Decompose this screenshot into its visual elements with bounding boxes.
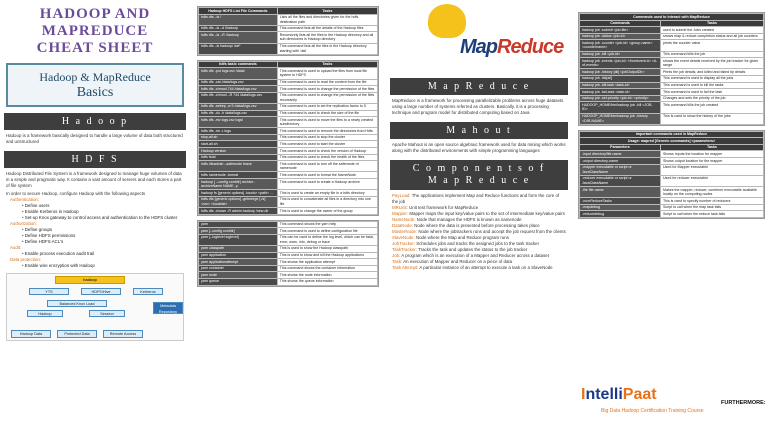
table-row	[580, 51, 764, 58]
task-cell: This is used to show and kill the Hadoop applications	[277, 252, 377, 259]
hdfs-text-2: In order to secure Hadoop, configure Hadoop with the following aspects	[6, 191, 146, 196]
task-cell: This command is used to fail the task	[660, 89, 763, 96]
table-header-row	[580, 144, 764, 151]
component-term: Job:	[392, 253, 401, 258]
component-desc: Tracks the task and updates the status to the job tracker	[418, 247, 528, 252]
column-header: Tasks	[277, 8, 377, 15]
component-term: SlaveNode:	[392, 235, 415, 240]
component-term: Mapper:	[392, 211, 409, 216]
component-term: JobTracker:	[392, 241, 416, 246]
task-cell: Used for reducer executable	[660, 175, 763, 186]
table-row	[199, 103, 378, 110]
command-cell: hadoop fs [generic options] -touchz <path> ...	[199, 190, 278, 197]
task-cell: This command is used to change the permission of the files recursively	[277, 92, 377, 103]
table-row	[199, 272, 378, 279]
task-cell: Recursively lists all the files in the Hadoop directory and all sub directories in Hadoop directory	[277, 32, 377, 43]
task-cell: This is used to show the Hadoop classpath	[277, 245, 377, 252]
task-cell: This command is used to change the permission of the files	[277, 86, 377, 93]
command-cell: Hadoop version	[199, 148, 278, 155]
task-cell: This is used to show the history of the jobs	[660, 113, 763, 124]
components-list	[386, 193, 572, 271]
command-cell: hdfs dfs -setrep -w 5 /data/logs.csv	[199, 103, 278, 110]
usage-text: Usage: mapred [Generic commands] <parameters>	[580, 138, 764, 145]
component-term: NameNode:	[392, 217, 416, 222]
command-cell: yarn [--config confdir]	[199, 228, 278, 235]
task-cell: This command is used to stop the cluster	[277, 134, 377, 141]
table-row	[199, 265, 378, 272]
command-cell: yarn classpath	[199, 245, 278, 252]
diagram-brand: hadoop	[55, 276, 125, 284]
task-cell: This command kills the job created	[660, 102, 763, 113]
component-term: TaskTracker:	[392, 247, 417, 252]
table-row	[580, 175, 764, 186]
table-row	[580, 89, 764, 96]
subtitle-line-1: Hadoop & MapReduce	[39, 70, 151, 84]
task-cell: used to submit the Jobs created	[660, 27, 763, 34]
table-row	[199, 25, 378, 32]
diagram-box: Session	[89, 310, 125, 317]
command-cell: hadoop job -fail-task <task-id>	[580, 89, 661, 96]
task-cell: This is used to create an empty file in a hdfs directory	[277, 190, 377, 197]
table-row	[580, 95, 764, 102]
table-row	[199, 278, 378, 285]
mahout-text: Apache Mahout is an open source algebraic framework used for data mining which works along with the distributed environments with simple programming languages	[392, 142, 566, 153]
table-row	[199, 245, 378, 252]
table-row	[199, 172, 378, 179]
list-item: • Define HDFS permissions	[10, 233, 190, 239]
component-desc: A program which is an execution of a Mapper and Reducer across a dataset	[401, 253, 549, 258]
mapreduce-logo: MapReduce	[386, 0, 572, 72]
hdfs-text-1: Hadoop Distributed File System is a framework designed to manage huge volumes of data in a simple and pragmatic way. It contains a vast amount of servers and each stores a part of file system	[6, 171, 182, 188]
command-cell: hdfs dfs –ls –d /hadoop	[199, 25, 278, 32]
task-cell: This is used to change the owner of the group	[277, 208, 377, 215]
command-cell: yarn queue	[199, 278, 278, 285]
elephant-icon	[428, 4, 466, 38]
component-desc: An execution of Mapper and Reducer on a piece of data	[403, 259, 513, 264]
component-desc: Unit test framework for MapReduce	[409, 205, 479, 210]
table-row	[580, 58, 764, 69]
table-row	[199, 92, 378, 103]
hadoop-text: Hadoop is a framework basically designed to handle a large volume of data both structured and unstructured	[6, 133, 183, 144]
table-row	[580, 151, 764, 158]
parameter-cell: -reducedebug	[580, 211, 661, 218]
list-item: Authentication:	[10, 197, 40, 202]
command-cell: hadoop job -list[all]	[580, 75, 661, 82]
command-cell: hdfs namenode -format	[199, 172, 278, 179]
task-cell: This command kills the job	[660, 51, 763, 58]
table-row	[199, 190, 378, 197]
column-header: Tasks	[660, 20, 763, 27]
command-cell: yarn	[199, 221, 278, 228]
task-cell: Shows Inputs the location for mapper	[660, 151, 763, 158]
command-cell: hdfs dfs –ls hadoop/ dat*	[199, 43, 278, 54]
column-header: hdfs basic commands	[199, 61, 278, 68]
task-cell: This command is used to check the version of Hadoop	[277, 148, 377, 155]
table-row	[580, 102, 764, 113]
task-cell: This command is used to set the replication factor to 5	[277, 103, 377, 110]
table-row	[580, 40, 764, 51]
hdfs-heading: H D F S	[4, 151, 186, 168]
table-row	[199, 117, 378, 128]
component-desc: Node where the data is presented before processing takes place	[414, 223, 540, 228]
column-header: Parameters	[580, 144, 661, 151]
command-cell: HADOOP_HOME/bin/hadoop job -history <DIR-NAME>	[580, 113, 661, 124]
task-cell: Changes and sets the priority of the job	[660, 95, 763, 102]
command-cell: hdfs dfs -rm -r logs	[199, 128, 278, 135]
table-row	[199, 161, 378, 172]
task-cell: Shows output location for the mapper	[660, 158, 763, 165]
diagram-box: Balanced Knox Load	[47, 300, 107, 307]
task-cell: Script to call when the reduce task fails	[660, 211, 763, 218]
table-row	[199, 32, 378, 43]
parameter-cell: -output directory-name	[580, 158, 661, 165]
command-cell: hdfs dfs -cat /data/logs.csv	[199, 79, 278, 86]
diagram-box: Hadoop	[27, 310, 63, 317]
list-item: Authorization:	[10, 221, 37, 226]
table-header-row	[580, 20, 764, 27]
mapreduce-text: MapReduce is a framework for processing parallelizable problems across huge datasets using a large number of systems referred as clusters. Basically, it is a processing technique and program model for distributed computing based on Java	[392, 98, 564, 115]
task-cell: Makes the mapper, reducer, combiner executable available locally on the computing nodes	[660, 187, 763, 198]
table-row	[199, 79, 378, 86]
table-row	[199, 14, 378, 25]
table-row	[199, 134, 378, 141]
list-item: • Enable process execution audit trail	[10, 251, 190, 257]
table-row	[580, 113, 764, 124]
column-header: Tasks	[277, 61, 377, 68]
hadoop-diagram	[6, 273, 184, 341]
hdfs-list-commands-table	[197, 6, 379, 56]
list-item: • Define HDFS ACL's	[10, 239, 190, 245]
list-item: • Define users	[10, 203, 190, 209]
command-cell: hdfs fsck/	[199, 154, 278, 161]
table-header-row	[199, 61, 378, 68]
table-row	[199, 141, 378, 148]
table-title: Commands used to interact with MapReduce	[580, 14, 764, 21]
task-cell: This is used to concatenate all files in a directory into one file	[277, 196, 377, 207]
task-cell: This command is used to check the health of the files	[277, 154, 377, 161]
command-cell: hdfs dfsadmin –safemode leave	[199, 161, 278, 172]
task-cell: This command is used to create a Hadoop archive	[277, 179, 377, 190]
task-cell: This command shows the container information	[277, 265, 377, 272]
list-item: • Enable Kerberos in Hadoop	[10, 209, 190, 215]
diagram-box: Metadata Repository	[153, 302, 183, 314]
table-row	[580, 164, 764, 175]
table-row	[199, 110, 378, 117]
component-item	[386, 265, 572, 271]
table-row	[580, 33, 764, 40]
command-cell: HADOOP_HOME/bin/hadoop job -kill <JOB-ID>	[580, 102, 661, 113]
task-cell: Lists all the files and directories given for the hdfs destination path	[277, 14, 377, 25]
command-cell: yarn container	[199, 265, 278, 272]
command-cell: hdfs dfs –ls /	[199, 14, 278, 25]
table-row	[199, 234, 378, 245]
intellipaat-logo: IntelliPaat Big Data Hadoop Certification Training Course FURTHERMORE:	[581, 386, 768, 428]
table-row	[199, 154, 378, 161]
component-desc: Node where the jobtrackers runs and accept the job request from the clients	[418, 229, 566, 234]
list-item: • Enable wire encryption with Hadoop	[10, 263, 190, 269]
interact-commands-table	[578, 12, 765, 126]
command-cell: yarn application	[199, 252, 278, 259]
list-item: • Set-up Knox gateway to control access and authentication to the HDFS cluster	[10, 215, 190, 221]
command-cell: yarn [--loglevel loglevel]	[199, 234, 278, 245]
table-row	[199, 196, 378, 207]
task-cell: This command is used to remove the directories from Hdfs	[277, 128, 377, 135]
column-header: Hadoop HDFS List File Commands	[199, 8, 278, 15]
command-cell: hadoop job -submit <job-file>	[580, 27, 661, 34]
parameter-cell: -mapper executable or script or JavaClassName	[580, 164, 661, 175]
task-cell: Used for Mapper executable	[660, 164, 763, 175]
command-cell: hdfs dfs -chmod –R 744 /data/logs.csv	[199, 92, 278, 103]
hdfs-security-list	[0, 197, 190, 269]
command-cell: hadoop [ --config confdir] archive -archiveName NAME -p	[199, 179, 278, 190]
table-title: Important commands used in MapReduce	[580, 131, 764, 138]
table-row	[199, 148, 378, 155]
table-header-row	[199, 8, 378, 15]
table-row	[580, 82, 764, 89]
table-row	[199, 179, 378, 190]
yarn-commands-table	[197, 220, 379, 287]
task-cell: This command is used to read the content from the file	[277, 79, 377, 86]
mapreduce-heading: M a p R e d u c e	[390, 78, 568, 95]
table-row	[580, 69, 764, 76]
table-row	[580, 204, 764, 211]
command-cell: hdfs dfs –ls –R /hadoop	[199, 32, 278, 43]
command-cell: hadoop job -events <job-id> <fromevent-#> <#-of-events>	[580, 58, 661, 69]
subtitle-box	[6, 63, 184, 107]
hdfs-basic-commands-table	[197, 60, 379, 216]
column-4	[575, 0, 768, 432]
command-cell: yarn applicationattempt	[199, 259, 278, 266]
component-term: DataNode:	[392, 223, 413, 228]
task-cell: This can be used to define the log level, which can be fatal, error, warn, info, debug or trace	[277, 234, 377, 245]
page-title: HADOOP AND MAPREDUCE CHEAT SHEET	[36, 6, 154, 56]
table-row	[580, 75, 764, 82]
table-row	[199, 252, 378, 259]
table-row	[199, 86, 378, 93]
task-cell: This command lists all the files in the Hadoop directory starting with 'dat'	[277, 43, 377, 54]
task-cell: This command is used to check the size of the file	[277, 110, 377, 117]
task-cell: This command is used to format the NameNode	[277, 172, 377, 179]
component-desc: The applications implement Map and Reduce functions and form the core of the job	[392, 193, 560, 204]
command-cell: hdfs dfs -put logs.csv /data/	[199, 68, 278, 79]
table-row	[199, 221, 378, 228]
task-cell: This command is used to upload the files from local file system to HDFS	[277, 68, 377, 79]
task-cell: Script to call when the map task fails	[660, 204, 763, 211]
command-cell: hadoop job -status <job-id>	[580, 33, 661, 40]
list-item: Data protection:	[10, 257, 41, 262]
task-cell: shows the event details received by the job tracker for given range	[660, 58, 763, 69]
hadoop-heading: H a d o o p	[4, 113, 186, 130]
command-cell: stop-all.sh	[199, 134, 278, 141]
command-cell: hdfs dfs -chown -R admin:hadoop /new-dir	[199, 208, 278, 215]
task-cell: prints the counter value	[660, 40, 763, 51]
parameter-cell: -input directory/file-name	[580, 151, 661, 158]
command-cell: hadoop job -history [all] <jobOutputDir>	[580, 69, 661, 76]
diagram-box: Hadoop Data	[11, 330, 51, 338]
parameter-cell: -file file-name	[580, 187, 661, 198]
diagram-box: Protected Data	[57, 330, 97, 338]
diagram-box: YTS	[29, 288, 69, 295]
task-cell: This command is used to start the cluster	[277, 141, 377, 148]
command-cell: hadoop job -set-priority <job-id> <priority>	[580, 95, 661, 102]
command-cell: hadoop job -kill-task <task-id>	[580, 82, 661, 89]
column-1	[0, 0, 190, 432]
component-desc: A particular instance of an attempt to execute a task on a SlaveNode	[419, 265, 553, 270]
component-item	[386, 193, 572, 205]
diagram-box: Kerberos	[133, 288, 163, 295]
command-cell: start-all.sh	[199, 141, 278, 148]
column-header: Commands	[580, 20, 661, 27]
important-commands-table	[578, 130, 765, 219]
component-term: PayLoad:	[392, 193, 411, 198]
task-cell: This shows the application attempt	[277, 259, 377, 266]
usage-row	[580, 138, 764, 145]
table-row	[199, 68, 378, 79]
command-cell: hdfs dfs [generic options] -getmerge [-nl] <src> <localdst>	[199, 196, 278, 207]
column-header: Tasks	[660, 144, 763, 151]
component-term: Task:	[392, 259, 403, 264]
command-cell: hadoop job -counter <job-id> <group-name> <countername>	[580, 40, 661, 51]
table-row	[580, 158, 764, 165]
list-item: • Define groups	[10, 227, 190, 233]
task-cell: Prints the job details, and killed and failed tip details	[660, 69, 763, 76]
task-cell: This shows the queue information	[277, 278, 377, 285]
column-3	[386, 0, 572, 432]
task-cell: This is used to specify number of reducers	[660, 198, 763, 205]
table-row	[199, 208, 378, 215]
components-heading: C o m p o n e n t s o f M a p R e d u c e	[390, 160, 568, 190]
list-item: Audit:	[10, 245, 22, 250]
table-row	[199, 228, 378, 235]
mahout-heading: M a h o u t	[390, 122, 568, 139]
task-cell: This command is used to define configuration file	[277, 228, 377, 235]
table-title-row	[580, 131, 764, 138]
parameter-cell: -numReduceTasks	[580, 198, 661, 205]
command-cell: hdfs dfs -mv logs.csv logs/	[199, 117, 278, 128]
task-cell: This shows the node information	[277, 272, 377, 279]
component-desc: Mapper maps the input key/value pairs to the set of intermediate key/value pairs	[409, 211, 565, 216]
furthermore-label: FURTHERMORE:	[721, 400, 766, 406]
component-desc: Schedules jobs and tracks the assigned jobs to the task tracker	[416, 241, 540, 246]
task-cell: This command lists all the details of the Hadoop files	[277, 25, 377, 32]
subtitle-line-2: Basics	[76, 85, 114, 100]
command-cell: yarn node	[199, 272, 278, 279]
component-desc: Node where the Map and Reduce program runs	[415, 235, 509, 240]
component-desc: Node that manages the HDFS is known as namenode	[416, 217, 522, 222]
table-row	[199, 259, 378, 266]
component-term: Task Attempt:	[392, 265, 419, 270]
table-row	[580, 211, 764, 218]
parameter-cell: -mapdebug	[580, 204, 661, 211]
task-cell: This command is used to display all the jobs	[660, 75, 763, 82]
table-title-row	[580, 14, 764, 21]
table-row	[580, 187, 764, 198]
component-term: MasterNode:	[392, 229, 418, 234]
command-cell: hadoop job -kill <job-id>	[580, 51, 661, 58]
command-cell: hdfs dfs -chmod 744 /data/logs.csv	[199, 86, 278, 93]
diagram-box: HDFS/Hive	[81, 288, 121, 295]
table-row	[580, 198, 764, 205]
diagram-box: Remote Access	[103, 330, 143, 338]
task-cell: shows map & reduce completion status and all job counters	[660, 33, 763, 40]
course-link[interactable]: Big Data Hadoop Certification Training Course	[601, 408, 704, 414]
task-cell: This command is used to kill the tasks	[660, 82, 763, 89]
component-term: MRUnit:	[392, 205, 408, 210]
task-cell: This command is used to move the files to a newly created subdirectory	[277, 117, 377, 128]
column-2	[194, 0, 382, 432]
command-cell: hdfs dfs -du -h /data/logs.csv	[199, 110, 278, 117]
task-cell: This command is used to turn off the safemode of namenode	[277, 161, 377, 172]
table-row	[199, 128, 378, 135]
table-row	[199, 43, 378, 54]
table-row	[580, 27, 764, 34]
task-cell: This command shows the yarn help	[277, 221, 377, 228]
parameter-cell: -reducer executable or script or JavaClassName	[580, 175, 661, 186]
